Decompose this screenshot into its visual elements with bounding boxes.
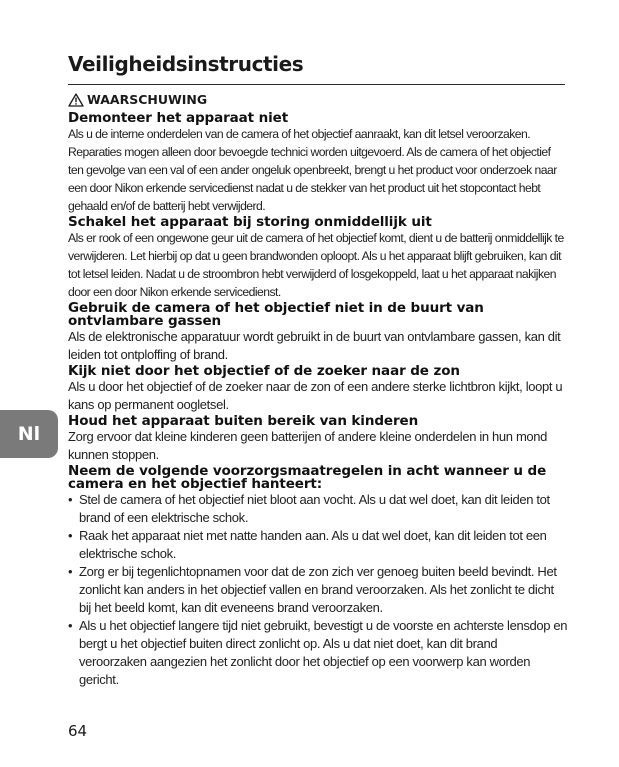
warning-triangle-icon <box>68 93 84 107</box>
bullet-icon: • <box>68 564 73 579</box>
section-heading: Gebruik de camera of het objectief niet in de buurt van ontvlambare gassen <box>68 300 484 329</box>
section-heading: Neem de volgende voorzorgsmaatregelen in acht wanneer u de camera en het objectief hanteert: <box>68 463 547 492</box>
bullet-icon: • <box>68 618 73 633</box>
list-item <box>68 617 568 689</box>
section-body: Als er rook of een ongewone geur uit de camera of het objectief komt, dient u de batterij onmiddellijk te verwijderen. Let hierbij op dat u geen brandwonden oploopt. Als u het apparaat blijft gebruiken, kan dit tot letsel leiden. Nadat u de stroombron hebt verwijderd of losgekoppeld, laat u het apparaat nakijken door een door Nikon erkende servicedienst. <box>68 231 564 299</box>
section-disassembly <box>68 112 568 215</box>
section-malfunction <box>68 216 568 301</box>
bullet-icon: • <box>68 528 73 543</box>
section-body: Als de elektronische apparatuur wordt gebruikt in de buurt van ontvlambare gassen, kan dit leiden tot ontploffing of brand. <box>68 329 561 362</box>
section-heading: Kijk niet door het objectief of de zoeker naar de zon <box>68 363 460 379</box>
section-flammable-gas <box>68 302 568 364</box>
list-item-text: Als u het objectief langere tijd niet gebruikt, bevestigt u de voorste en achterste lensdop en bergt u het objectief buiten direct zonlicht op. Als u dat niet doet, kan dit brand veroorzaken aangezien het zonlicht door het objectief op een voorwerp kan worden gericht. <box>79 618 568 687</box>
page-title: Veiligheidsinstructies <box>68 52 304 76</box>
section-body: Als u door het objectief of de zoeker naar de zon of een andere sterke lichtbron kijkt, loopt u kans op permanent oogletsel. <box>68 379 563 412</box>
section-heading: Demonteer het apparaat niet <box>68 110 289 126</box>
precaution-list <box>68 491 568 689</box>
list-item <box>68 563 568 617</box>
list-item-text: Raak het apparaat niet met natte handen aan. Als u dat wel doet, kan dit leiden tot een elektrische schok. <box>79 528 547 561</box>
page-number: 64 <box>68 722 88 740</box>
section-handling-precautions <box>68 465 568 689</box>
section-heading: Schakel het apparaat bij storing onmiddellijk uit <box>68 214 432 230</box>
language-tab-label: Nl <box>17 423 41 445</box>
list-item-text: Zorg er bij tegenlichtopnamen voor dat de zon zich ver genoeg buiten beeld bevindt. Het zonlicht kan anders in het objectief vallen en brand veroorzaken. Als het zonlicht te dicht bij het beeld komt, kan dit eveneens brand veroorzaken. <box>79 564 557 615</box>
section-body: Als u de interne onderdelen van de camera of het objectief aanraakt, kan dit letsel veroorzaken. Reparaties mogen alleen door bevoegde technici worden uitgevoerd. Als de camera of het objectief ten gevolge van een val of een ander ongeluk openbreekt, brengt u het product voor onderzoek naar een door Nikon erkende servicedienst nadat u de stekker van het product uit het stopcontact hebt gehaald en/of de batterij hebt verwijderd. <box>68 127 557 213</box>
title-divider <box>68 84 565 85</box>
list-item <box>68 491 568 527</box>
language-tab <box>0 410 58 458</box>
list-item <box>68 527 568 563</box>
section-sun-viewing <box>68 365 568 414</box>
safety-content <box>68 112 568 689</box>
section-body: Zorg ervoor dat kleine kinderen geen batterijen of andere kleine onderdelen in hun mond kunnen stoppen. <box>68 429 548 462</box>
warning-label: WAARSCHUWING <box>87 92 208 107</box>
warning-header <box>68 92 207 107</box>
bullet-icon: • <box>68 492 73 507</box>
section-heading: Houd het apparaat buiten bereik van kinderen <box>68 413 419 429</box>
list-item-text: Stel de camera of het objectief niet bloot aan vocht. Als u dat wel doet, kan dit leiden tot brand of een elektrische schok. <box>79 492 550 525</box>
section-children <box>68 415 568 464</box>
